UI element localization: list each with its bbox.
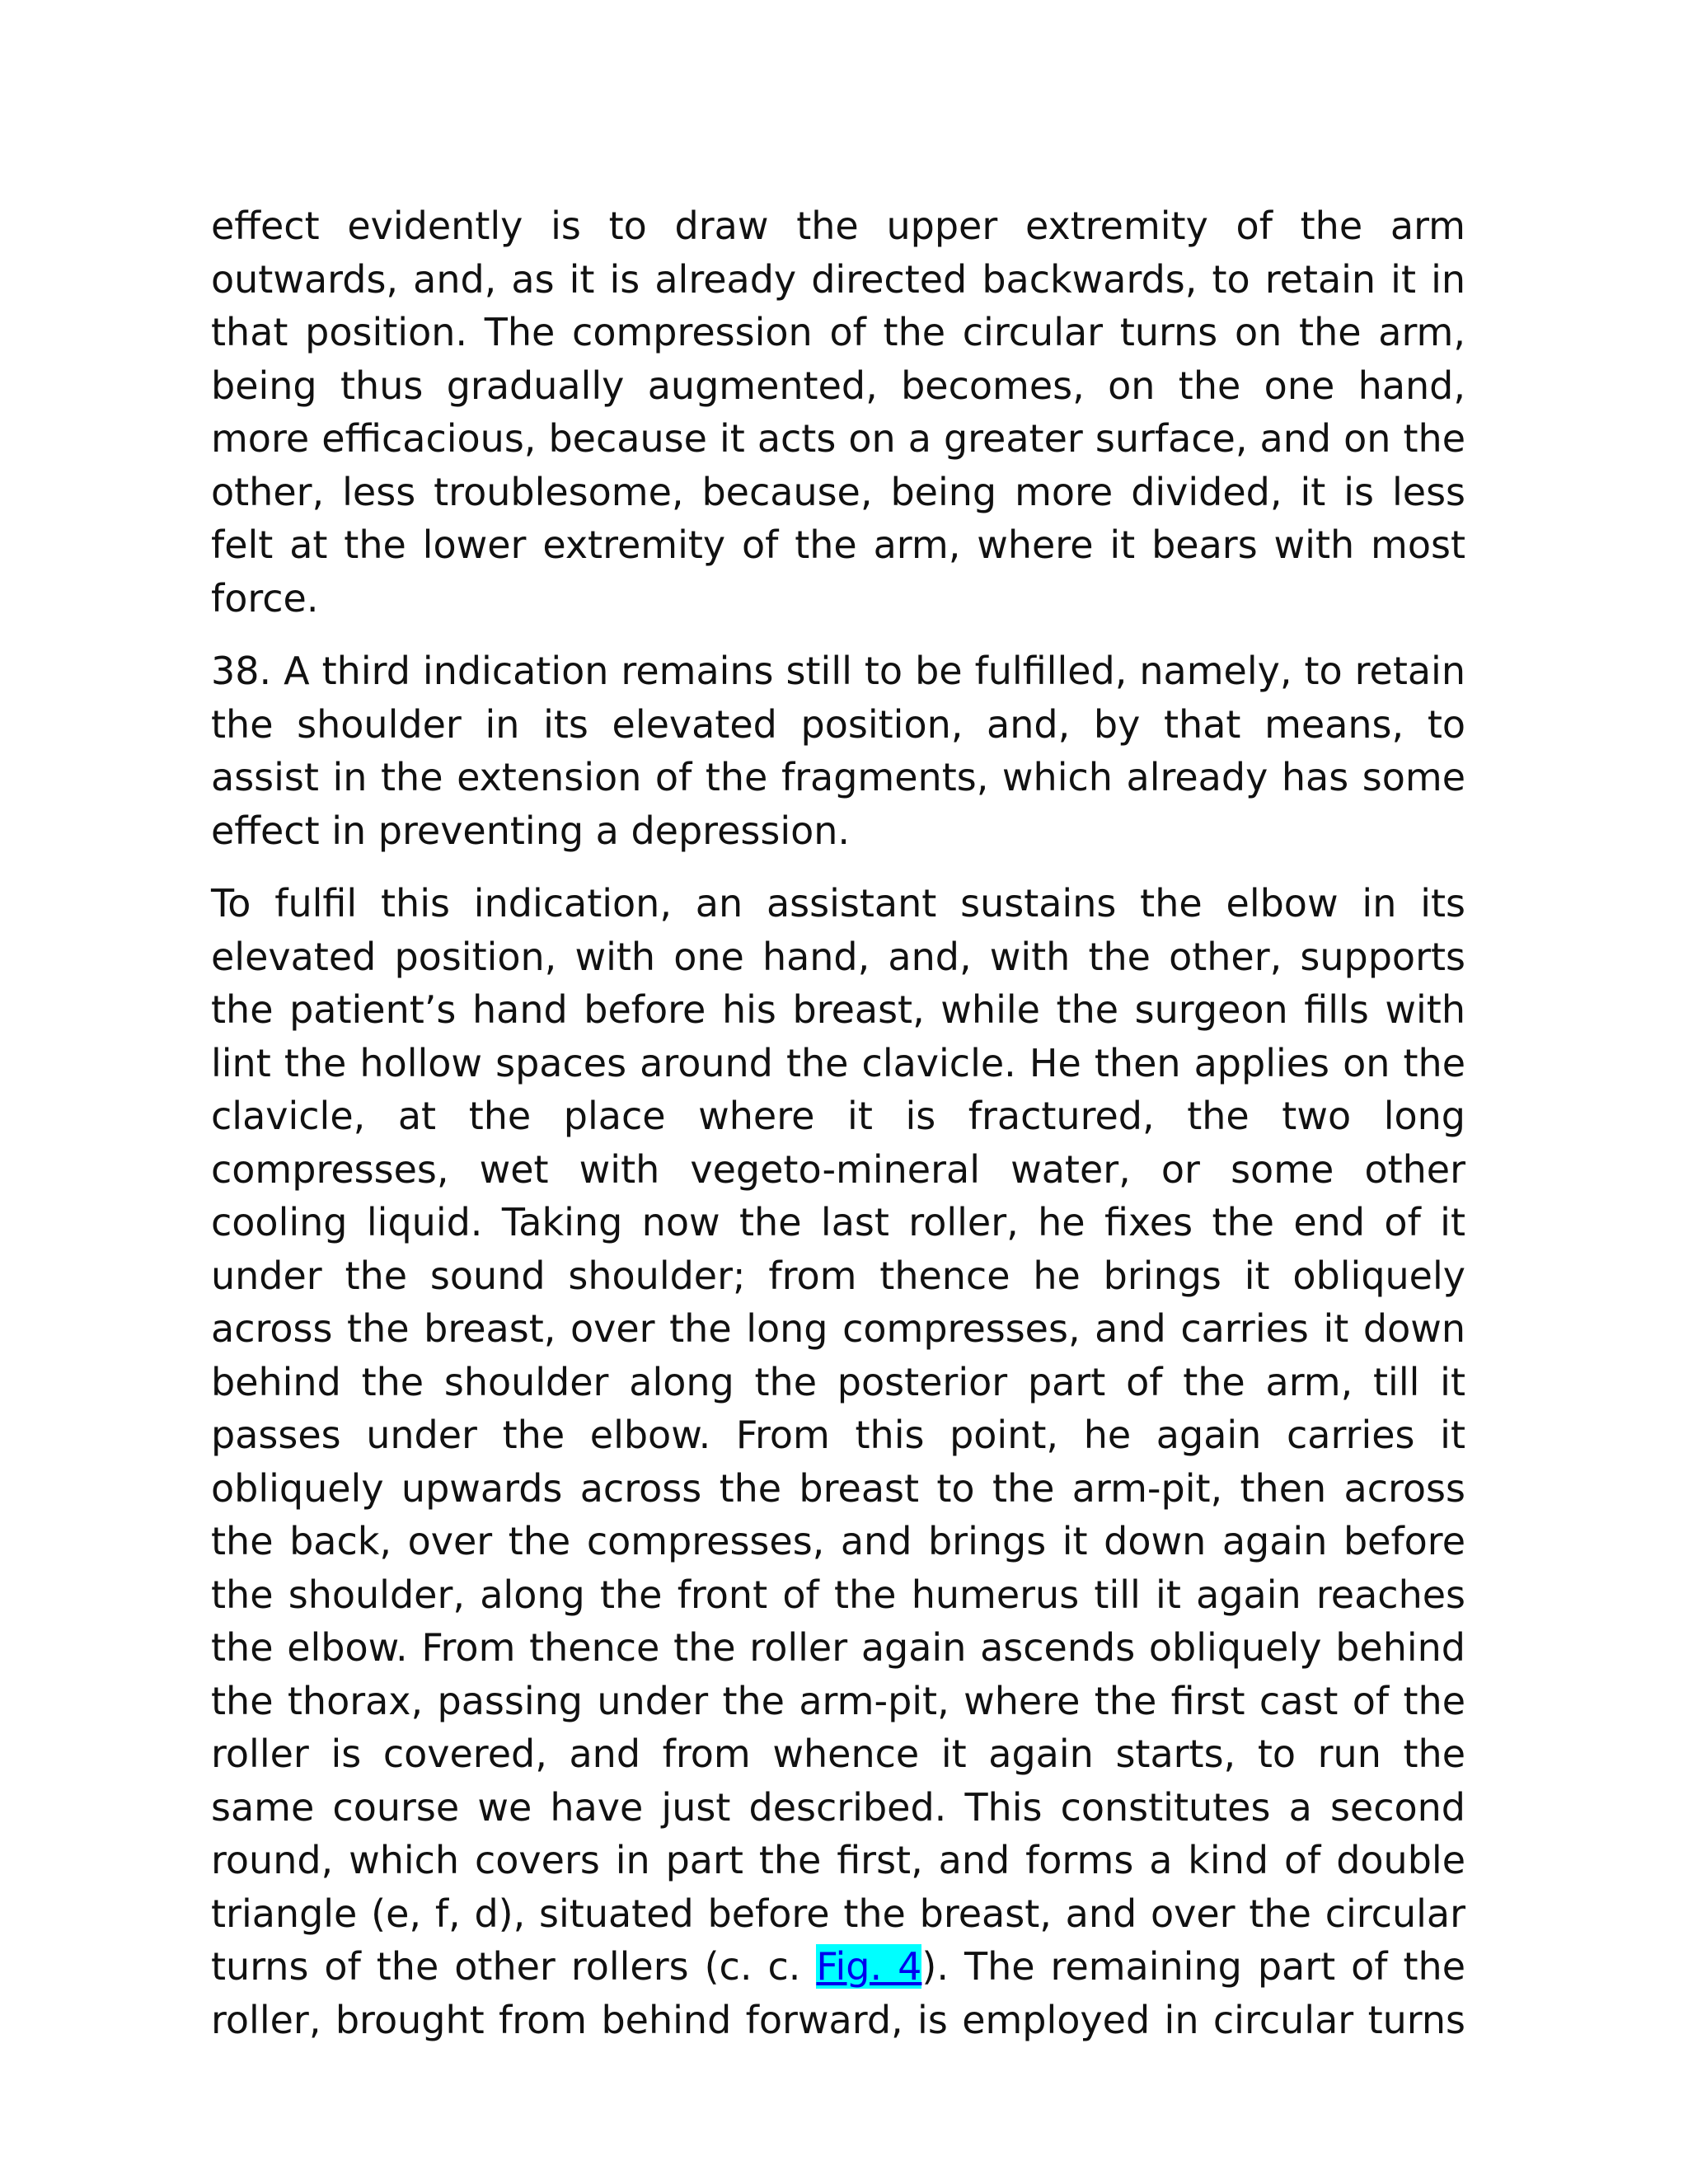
- paragraph-fulfil-indication: [211, 877, 1465, 2046]
- paragraph-text-after-link: ). The remaining part of the roller, brought from behind forward, is employed in circular turns: [211, 1944, 1466, 2042]
- paragraph-38: 38. A third indication remains still to be fulfilled, namely, to retain the shoulder in its elevated position, and, by that means, to assist in the extension of the fragments, which already has some effect in preventing a depression.: [211, 649, 1465, 853]
- paragraph-text-before-link: To fulfil this indication, an assistant sustains the elbow in its elevated position, with one hand, and, with the other, supports the patient’s hand before his breast, while the surgeon fills with lint the hollow spaces around the clavicle. He then applies on the clavicle, at the place where it is fractured, the two long compresses, wet with vegeto-mineral water, or some other cooling liquid. Taking now the last roller, he fixes the end of it under the sound shoulder; from thence he brings it obliquely across the breast, over the long compresses, and carries it down behind the shoulder along the posterior part of the arm, till it passes under the elbow. From this point, he again carries it obliquely upwards across the breast to the arm-pit, then across the back, over the compresses, and brings it down again before the shoulder, along the front of the humerus till it again reaches the elbow. From thence the roller again ascends obliquely behind the thorax, passing under the arm-pit, where the first cast of the roller is covered, and from whence it again starts, to run the same course we have just described. This constitutes a second round, which covers in part the first, and forms a kind of double triangle (e, f, d), situated before the breast, and over the circular turns of the other rollers (c. c.: [211, 881, 1465, 1989]
- document-page: [211, 199, 1465, 2066]
- paragraph-continuation: effect evidently is to draw the upper extremity of the arm outwards, and, as it is already directed backwards, to retain it in that position. The compression of the circular turns on the arm, being thus gradually augmented, becomes, on the one hand, more efficacious, because it acts on a greater surface, and on the other, less troublesome, because, being more divided, it is less felt at the lower extremity of the arm, where it bears with most force.: [211, 204, 1465, 621]
- fig-4-link[interactable]: Fig. 4: [816, 1944, 922, 1989]
